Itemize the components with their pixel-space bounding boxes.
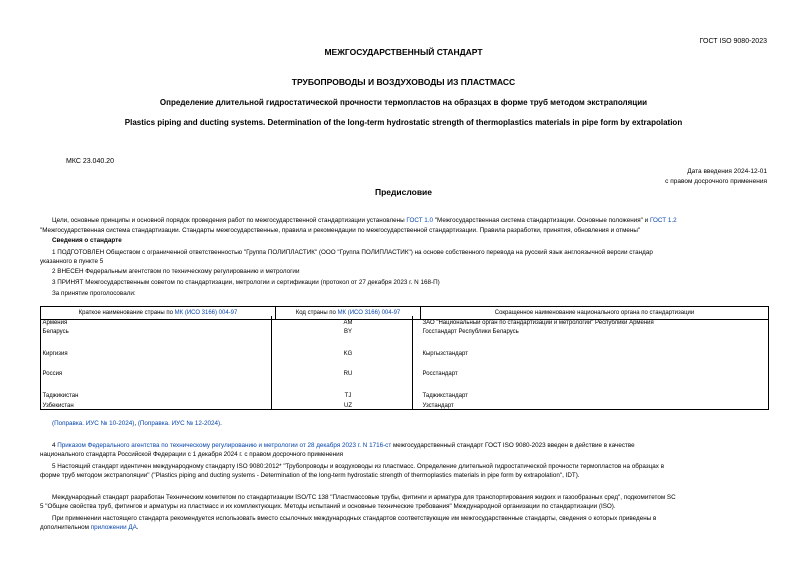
col-code-text: Код страны по bbox=[295, 310, 338, 316]
cell-code: AM bbox=[343, 320, 353, 326]
cell-country: Узбекистан bbox=[42, 403, 74, 409]
document-title-english: Plastics piping and ducting systems. Determination of the long-term hydrostatic strength of thermoplastics materials in pipe form by extrapolation bbox=[124, 118, 683, 127]
amendment-separator: , bbox=[134, 420, 138, 427]
mk-3166-link-1[interactable]: МК (ИСО 3166) 004-97 bbox=[174, 310, 238, 316]
item-4-line1 bbox=[52, 441, 635, 450]
mk-3166-link-2[interactable]: МК (ИСО 3166) 004-97 bbox=[337, 310, 401, 316]
table-row bbox=[41, 365, 769, 385]
preface-intro-line1 bbox=[52, 216, 677, 225]
cell-country: Киргизия bbox=[42, 351, 68, 357]
table-row bbox=[41, 320, 769, 330]
cell-country: Россия bbox=[42, 371, 63, 377]
cell-code: TJ bbox=[344, 393, 352, 399]
item-5-line2: форме труб методом экстраполяции" ("Plastics piping and ducting systems - Determination of the long-term hydrostatic strength of thermoplastics materials in pipe form by extrapolation", IDT). bbox=[40, 472, 580, 479]
document-subtitle: Определение длительной гидростатической прочности термопластов на образцах в форме труб методом экстраполяции bbox=[159, 98, 648, 107]
intro-text-1: Цели, основные принципы и основной порядок проведения работ по межгосударственной стандартизации установлены bbox=[52, 217, 407, 224]
amendment-link-12-2024[interactable]: (Поправка. ИУС № 12-2024) bbox=[137, 420, 221, 427]
mks-code: МКС 23.040.20 bbox=[66, 158, 114, 165]
early-application-note: с правом досрочного применения bbox=[665, 178, 767, 185]
gost-1-2-link[interactable]: ГОСТ 1.2 bbox=[649, 217, 677, 224]
cell-body: Госстандарт Республики Беларусь bbox=[422, 329, 519, 335]
cell-country: Армения bbox=[42, 320, 68, 326]
amendment-end: . bbox=[220, 420, 222, 427]
preface-heading: Предисловие bbox=[374, 187, 433, 197]
col-country-text: Краткое наименование страны по bbox=[78, 310, 175, 316]
item-1-line1: 1 ПОДГОТОВЛЕН Обществом с ограниченной ответственностью "Группа ПОЛИПЛАСТИК" (ООО "Группа ПОЛИПЛАСТИК") на основе собственного перевода на русский язык англоязычной версии стандар bbox=[52, 249, 653, 256]
application-note-line2 bbox=[40, 523, 139, 532]
preface-intro-line2: "Межгосударственная система стандартизации. Стандарты межгосударственные, правила и рекомендации по межгосударственной стандартизации. Правила разработки, принятия, обновления и отмены" bbox=[40, 227, 641, 234]
table-row bbox=[41, 402, 769, 412]
amendments-line bbox=[52, 419, 222, 428]
appendix-da-link[interactable]: приложении ДА bbox=[90, 524, 137, 531]
table-row bbox=[41, 385, 769, 402]
item-4-text: межгосударственный стандарт ГОСТ ISO 9080-2023 введен в действие в качестве bbox=[391, 442, 635, 449]
table-row bbox=[41, 329, 769, 343]
cell-body: Росстандарт bbox=[422, 371, 458, 377]
cell-body: Таджикстандарт bbox=[422, 393, 468, 399]
intl-standard-line1: Международный стандарт разработан Техническим комитетом по стандартизации ISO/TC 138 "Пластмассовые трубы, фитинги и арматура для транспортирования жидких и газообразных сред", подкомитетом SC bbox=[52, 494, 676, 501]
amendment-link-10-2024[interactable]: (Поправка. ИУС № 10-2024) bbox=[52, 420, 135, 427]
cell-code: BY bbox=[343, 329, 352, 335]
cell-code: UZ bbox=[344, 403, 352, 409]
cell-code: KG bbox=[343, 351, 353, 357]
cell-code: RU bbox=[343, 371, 353, 377]
item-1-line2: указанного в пункте 5 bbox=[40, 258, 104, 265]
introduction-date: Дата введения 2024-12-01 bbox=[687, 168, 767, 175]
intro-text-2: "Межгосударственная система стандартизации. Основные положения" и bbox=[433, 217, 650, 224]
document-code: ГОСТ ISO 9080-2023 bbox=[699, 38, 767, 45]
item-4-line2: национального стандарта Российской Федерации с 1 декабря 2024 г. с правом досрочного применения bbox=[40, 451, 344, 458]
item-2: 2 ВНЕСЕН Федеральным агентством по техническому регулированию и метрологии bbox=[52, 268, 300, 275]
cell-body: Узстандарт bbox=[422, 403, 454, 409]
rosstandart-order-link[interactable]: Приказом Федерального агентства по техническому регулированию и метрологии от 28 декабря 2023 г. N 1716-ст bbox=[57, 442, 392, 449]
table-border-bottom bbox=[40, 409, 769, 410]
table-border-divider bbox=[271, 316, 272, 410]
cell-country: Беларусь bbox=[42, 329, 69, 335]
document-title: ТРУБОПРОВОДЫ И ВОЗДУХОВОДЫ ИЗ ПЛАСТМАСС bbox=[291, 77, 516, 87]
col-country-header bbox=[41, 307, 276, 320]
about-standard-heading: Сведения о стандарте bbox=[52, 237, 122, 244]
intl-standard-line2: 5 "Общие свойства труб, фитингов и арматуры из пластмасс и их комплектующих. Методы испытаний и основные технические требования" Международной организации по стандартизации (ISO). bbox=[40, 503, 616, 510]
item-3: 3 ПРИНЯТ Межгосударственным советом по стандартизации, метрологии и сертификации (протокол от 27 декабря 2023 г. N 168-П) bbox=[52, 279, 440, 286]
table-header-row bbox=[41, 307, 769, 320]
table-row bbox=[41, 343, 769, 365]
voted-label: За принятие проголосовали: bbox=[52, 290, 136, 297]
table-border-left bbox=[40, 316, 41, 410]
standard-type-heading: МЕЖГОСУДАРСТВЕННЫЙ СТАНДАРТ bbox=[324, 47, 483, 57]
item-4-number: 4 bbox=[52, 442, 58, 449]
cell-body: ЗАО "Национальный орган по стандартизации и метрологии" Республики Армения bbox=[422, 320, 654, 326]
states-table bbox=[40, 306, 769, 412]
table-border-right bbox=[768, 316, 769, 410]
cell-body: Кыргызстандарт bbox=[422, 351, 468, 357]
table-border-divider bbox=[412, 316, 413, 410]
cell-country: Таджикистан bbox=[42, 393, 79, 399]
col-code-header bbox=[276, 307, 421, 320]
application-note-end: . bbox=[136, 524, 139, 531]
item-5-line1: 5 Настоящий стандарт идентичен международному стандарту ISO 9080:2012* "Трубопроводы и воздуховоды из пластмасс. Определение длительной гидростатической прочности термопластов на образцах в bbox=[52, 463, 665, 470]
col-body-header: Сокращенное наименование национального органа по стандартизации bbox=[421, 307, 769, 320]
application-note-prefix: дополнительном bbox=[40, 524, 91, 531]
gost-1-0-link[interactable]: ГОСТ 1.0 bbox=[406, 217, 434, 224]
application-note-line1: При применении настоящего стандарта рекомендуется использовать вместо ссылочных международных стандартов соответствующие им межгосударственные стандарты, сведения о которых приведены в bbox=[52, 515, 657, 522]
